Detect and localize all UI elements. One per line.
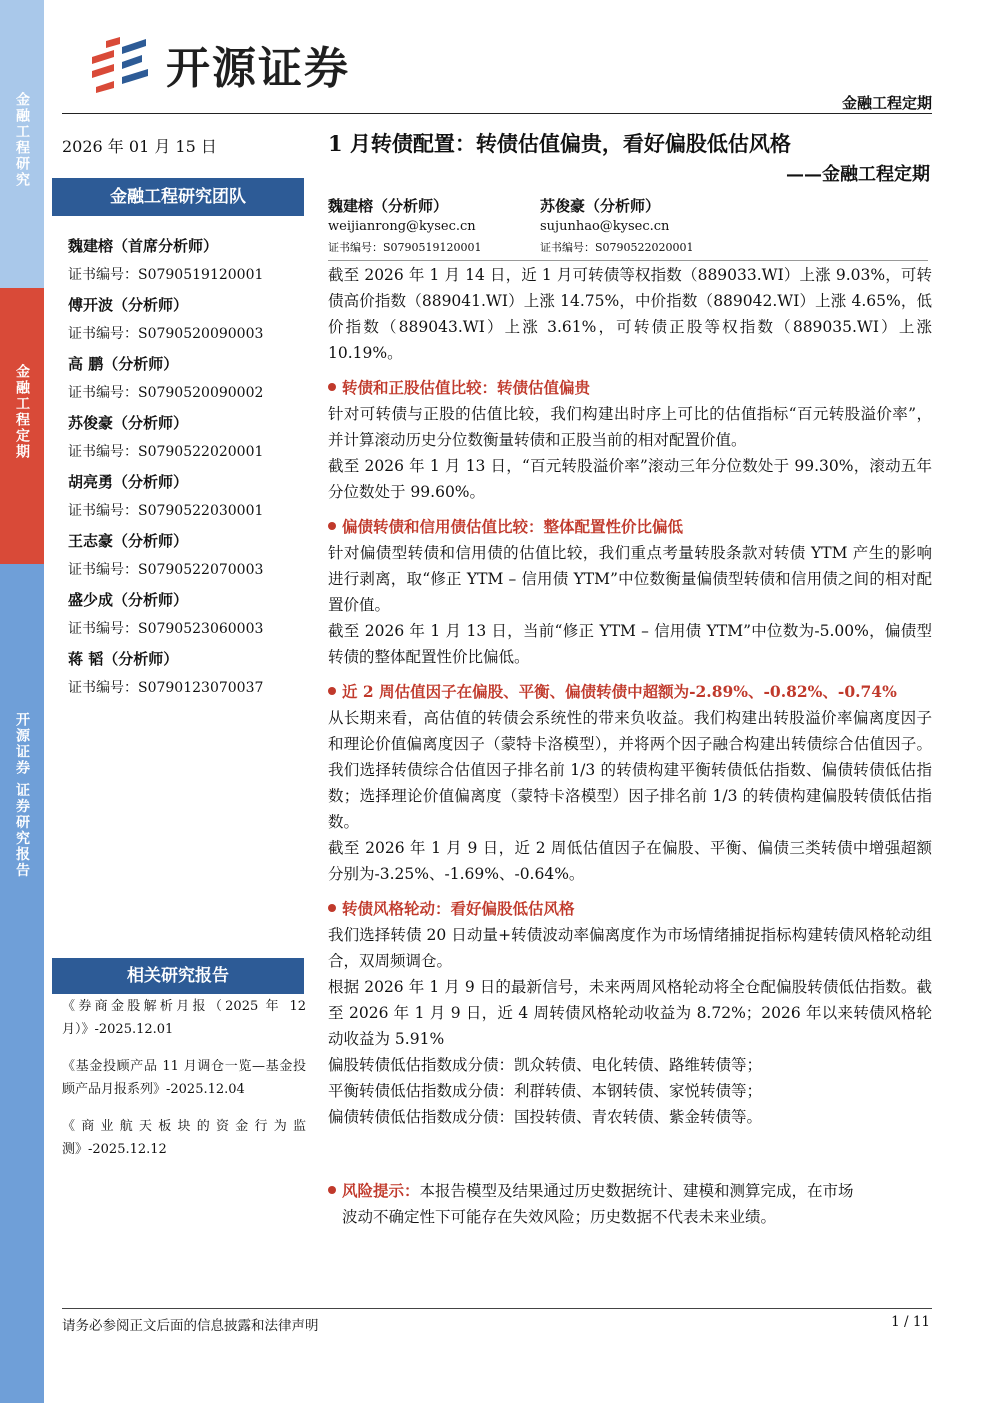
footer-divider <box>62 1308 932 1309</box>
member-name: 盛少成（分析师） <box>68 591 189 609</box>
member-name: 王志豪（分析师） <box>68 532 189 550</box>
section-heading: 偏债转债和信用债估值比较：整体配置性价比偏低 <box>328 514 932 540</box>
related-report-link[interactable]: 《基金投顾产品 11 月调仓一览—基金投顾产品月报系列》-2025.12.04 <box>62 1059 306 1097</box>
analyst-card <box>328 195 482 257</box>
team-member <box>68 586 308 645</box>
section-paragraph: 平衡转债低估指数成分债：利群转债、本钢转债、家悦转债等； <box>328 1082 763 1100</box>
analyst-header <box>328 195 928 261</box>
member-cert: 证书编号：S0790522030001 <box>68 503 264 519</box>
member-cert: 证书编号：S0790520090002 <box>68 385 264 401</box>
team-member <box>68 468 308 527</box>
logo-text: 开源证券 <box>166 43 350 94</box>
analyst-card <box>540 195 694 257</box>
team-heading: 金融工程研究团队 <box>52 178 304 216</box>
side-label-bottom: 开源证券 证券研究报告 <box>14 712 30 879</box>
logo-mark-icon <box>86 35 156 93</box>
member-name: 苏俊豪（分析师） <box>68 414 189 432</box>
section-heading: 转债和正股估值比较：转债估值偏贵 <box>328 375 932 401</box>
related-report-link[interactable]: 《商业航天板块的资金行为监测》-2025.12.12 <box>62 1119 306 1157</box>
team-member <box>68 527 308 586</box>
report-type-label: 金融工程定期 <box>841 94 932 112</box>
team-member <box>68 645 308 704</box>
section-paragraph: 截至 2026 年 1 月 13 日，“百元转股溢价率”滚动三年分位数处于 99.30%，滚动五年分位数处于 99.60%。 <box>328 457 932 501</box>
team-list <box>68 232 308 704</box>
risk-text-cont: 波动不确定性下可能存在失效风险；历史数据不代表未来业绩。 <box>342 1208 777 1226</box>
section-heading: 转债风格轮动：看好偏股低估风格 <box>328 896 932 922</box>
member-cert: 证书编号：S0790519120001 <box>68 267 264 283</box>
related-heading: 相关研究报告 <box>52 958 304 994</box>
page-number: 1 / 11 <box>891 1314 930 1330</box>
section-paragraph: 从长期来看，高估值的转债会系统性的带来负收益。我们构建出转股溢价率偏离度因子和理论价值偏离度因子（蒙特卡洛模型），并将两个因子融合构建出转债综合估值因子。我们选择转债综合估值因子排名前 1/3 的转债构建平衡转债低估指数、偏债转债低估指数；选择理论价值偏离度（蒙特卡洛模型）因子排名前 1/3 的转债构建偏股转债低估指数。 <box>328 709 932 831</box>
section-paragraph: 偏债转债低估指数成分债：国投转债、青农转债、紫金转债等。 <box>328 1108 763 1126</box>
risk-warning <box>328 1178 932 1230</box>
side-strip-blue <box>0 564 44 1403</box>
related-list <box>62 995 306 1175</box>
section-paragraph: 截至 2026 年 1 月 13 日，当前“修正 YTM – 信用债 YTM”中位数为-5.00%，偏债型转债的整体配置性价比偏低。 <box>328 622 932 666</box>
team-member <box>68 291 308 350</box>
analyst-name: 苏俊豪（分析师） <box>540 197 661 215</box>
bullet-icon <box>328 904 336 912</box>
intro-paragraph: 截至 2026 年 1 月 14 日，近 1 月可转债等权指数（889033.WI）上涨 9.03%，可转债高价指数（889041.WI）上涨 14.75%，中价指数（889042.WI）上涨 4.65%，低价指数（889043.WI）上涨 3.61%，可转债正股等权指数（889035.WI）上涨 10.19%。 <box>328 266 932 362</box>
member-name: 傅开波（分析师） <box>68 296 189 314</box>
analyst-name: 魏建榕（分析师） <box>328 197 449 215</box>
section-paragraph: 根据 2026 年 1 月 9 日的最新信号，未来两周风格轮动将全仓配偏股转债低估指数。截至 2026 年 1 月 9 日，近 4 周转债风格轮动收益为 8.72%；2026 年以来转债风格轮动收益为 5.91% <box>328 978 932 1048</box>
report-subtitle: ——金融工程定期 <box>786 164 930 185</box>
risk-label: 风险提示： <box>342 1181 420 1200</box>
bullet-icon <box>328 1186 336 1194</box>
member-name: 胡亮勇（分析师） <box>68 473 189 491</box>
analyst-cert: 证书编号：S0790519120001 <box>328 241 482 254</box>
risk-text: 本报告模型及结果通过历史数据统计、建模和测算完成，在市场 <box>419 1182 854 1200</box>
report-title: 1 月转债配置：转债估值偏贵，看好偏股低估风格 <box>328 131 791 156</box>
section-heading: 近 2 周估值因子在偏股、平衡、偏债转债中超额为-2.89%、-0.82%、-0.74% <box>328 679 932 705</box>
analyst-email[interactable]: weijianrong@kysec.cn <box>328 219 476 234</box>
related-report-link[interactable]: 《券商金股解析月报（2025 年 12 月）》-2025.12.01 <box>62 999 306 1037</box>
footer-disclaimer: 请务必参阅正文后面的信息披露和法律声明 <box>62 1318 319 1334</box>
report-date: 2026 年 01 月 15 日 <box>62 137 217 156</box>
member-cert: 证书编号：S0790123070037 <box>68 680 264 696</box>
side-label-top: 金融工程研究 <box>14 92 30 188</box>
member-cert: 证书编号：S0790522020001 <box>68 444 264 460</box>
side-label-mid: 金融工程定期 <box>14 364 30 460</box>
team-member <box>68 409 308 468</box>
member-cert: 证书编号：S0790520090003 <box>68 326 264 342</box>
section-paragraph: 截至 2026 年 1 月 9 日，近 2 周低估值因子在偏股、平衡、偏债三类转债中增强超额分别为-3.25%、-1.69%、-0.64%。 <box>328 839 932 883</box>
member-name: 魏建榕（首席分析师） <box>68 237 219 255</box>
analyst-cert: 证书编号：S0790522020001 <box>540 241 694 254</box>
header-divider <box>62 113 932 114</box>
bullet-icon <box>328 522 336 530</box>
main-content <box>328 262 932 1130</box>
section-paragraph: 针对偏债型转债和信用债的估值比较，我们重点考量转股条款对转债 YTM 产生的影响进行剥离，取“修正 YTM – 信用债 YTM”中位数衡量偏债型转债和信用债之间的相对配置价值。 <box>328 544 932 614</box>
section-paragraph: 偏股转债低估指数成分债：凯众转债、电化转债、路维转债等； <box>328 1056 763 1074</box>
team-member <box>68 350 308 409</box>
section-paragraph: 我们选择转债 20 日动量+转债波动率偏离度作为市场情绪捕捉指标构建转债风格轮动组合，双周频调仓。 <box>328 926 932 970</box>
member-name: 高 鹏（分析师） <box>68 355 179 373</box>
bullet-icon <box>328 383 336 391</box>
analyst-email[interactable]: sujunhao@kysec.cn <box>540 219 670 234</box>
member-cert: 证书编号：S0790523060003 <box>68 621 264 637</box>
bullet-icon <box>328 687 336 695</box>
member-cert: 证书编号：S0790522070003 <box>68 562 264 578</box>
team-member <box>68 232 308 291</box>
company-logo <box>86 32 350 96</box>
section-paragraph: 针对可转债与正股的估值比较，我们构建出时序上可比的估值指标“百元转股溢价率”，并计算滚动历史分位数衡量转债和正股当前的相对配置价值。 <box>328 405 932 449</box>
member-name: 蒋 韬（分析师） <box>68 650 179 668</box>
